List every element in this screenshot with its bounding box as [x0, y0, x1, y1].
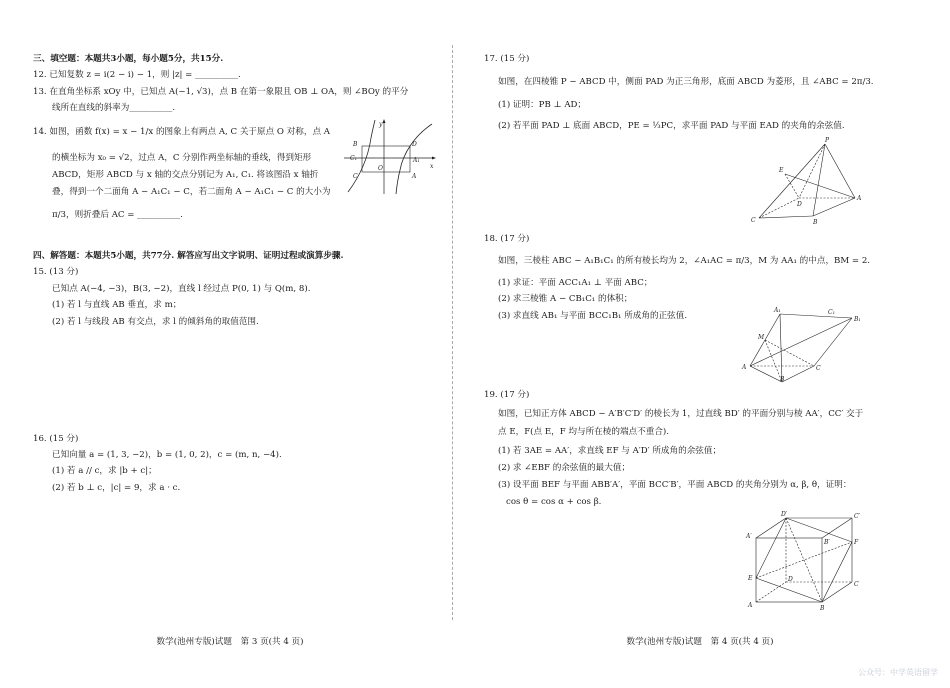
fig14-label-D: D: [412, 141, 417, 148]
q19-line2: 点 E，F(点 E，F 均与所在棱的端点不重合).: [498, 427, 670, 437]
fig19-label-A: A: [748, 602, 753, 609]
fig19-label-F: F: [854, 539, 859, 546]
fig18-label-A1: A₁: [774, 307, 781, 314]
q17-line3: (2) 若平面 PAD ⊥ 底面 ABCD，PE = ⅓PC，求平面 PAD 与平面 EAD 的夹角的余弦值.: [498, 121, 845, 131]
fig17-label-P: P: [825, 137, 830, 144]
fig19-label-D-prime: D′: [781, 511, 788, 518]
q15-line1: 已知点 A(−4, −3)，B(3, −2)，直线 l 经过点 P(0, 1) 与 Q(m, 8).: [52, 284, 311, 294]
fig19-label-C-prime: C′: [854, 513, 860, 520]
q17-line2: (1) 证明：PB ⊥ AD；: [498, 100, 587, 110]
q19-line5: (3) 设平面 BEF 与平面 ABB′A′，平面 BCC′B′，平面 ABCD 的夹角分别为 α, β, θ，证明：: [498, 480, 852, 490]
fig18-label-A: A: [742, 364, 747, 371]
fig14-label-x: x: [430, 163, 434, 170]
fig14-label-y: y: [379, 121, 383, 128]
q14-figure: [340, 118, 440, 196]
q19-line4: (2) 求 ∠EBF 的余弦值的最大值；: [498, 463, 631, 473]
fig18-label-B: B: [780, 376, 785, 383]
fig18-label-M: M: [758, 334, 765, 341]
q19-line1: 如图，已知正方体 ABCD − A′B′C′D′ 的棱长为 1，过直线 BD′ 的平面分别与棱 AA′，CC′ 交于: [498, 409, 864, 419]
fig19-label-B-prime: B′: [824, 539, 830, 546]
fig17-label-D: D: [797, 201, 802, 208]
q14-line4: 叠，得到一个二面角 A − A₁C₁ − C，若二面角 A − A₁C₁ − C 的大小为: [52, 187, 331, 197]
q14-line3: ABCD，矩形 ABCD 与 x 轴的交点分别记为 A₁, C₁. 将该图沿 x 轴折: [52, 170, 319, 180]
right-footer: 数学(池州专版)试题 第 4 页(共 4 页): [626, 637, 774, 647]
fig19-label-A-prime: A′: [746, 533, 752, 540]
q15-title: 15. (13 分): [33, 267, 79, 277]
fig18-label-C: C: [816, 365, 821, 372]
q17-line1: 如图，在四棱锥 P − ABCD 中，侧面 PAD 为正三角形，底面 ABCD 为菱形，且 ∠ABC = 2π/3.: [498, 77, 874, 87]
fig17-label-B: B: [813, 219, 818, 226]
fig17-label-A: A: [857, 195, 862, 202]
fig14-label-B: B: [353, 141, 358, 148]
q16-line1: 已知向量 a = (1, 3, −2)，b = (1, 0, 2)，c = (m, n, −4).: [52, 450, 282, 460]
fig18-label-B1: B₁: [854, 316, 861, 323]
q17-figure: [751, 137, 865, 226]
q18-title: 18. (17 分): [484, 234, 530, 244]
q18-line3: (2) 求三棱锥 A − CB₁C₁ 的体积；: [498, 294, 633, 304]
fig17-label-E: E: [779, 167, 784, 174]
fig14-label-C: C: [353, 173, 358, 180]
q19-figure: [748, 510, 868, 612]
fig14-label-O: O: [378, 165, 383, 172]
q13-line2: 线所在直线的斜率为__________.: [52, 103, 176, 113]
q19-line6: cos θ = cos α + cos β.: [506, 497, 602, 507]
fig17-label-C: C: [751, 217, 756, 224]
q14-line1: 14. 如图，函数 f(x) = x − 1/x 的图象上有两点 A, C 关于原点 O 对称，点 A: [33, 127, 331, 137]
q15-line3: (2) 若 l 与线段 AB 有交点，求 l 的倾斜角的取值范围.: [52, 317, 259, 327]
fig14-label-A: A: [412, 173, 417, 180]
fig19-label-D: D: [788, 576, 793, 583]
q19-line3: (1) 若 3AE = AA′，求直线 EF 与 A′D′ 所成角的余弦值；: [498, 446, 722, 456]
q18-line4: (3) 求直线 AB₁ 与平面 BCC₁B₁ 所成角的正弦值.: [498, 311, 688, 321]
fig19-label-E: E: [748, 575, 753, 582]
page-divider: [452, 45, 453, 620]
right-page: [470, 0, 950, 688]
q14-line5: π/3，则折叠后 AC = __________.: [52, 210, 183, 220]
fig19-label-C: C: [854, 581, 859, 588]
q14-line2: 的横坐标为 x₀ = √2，过点 A，C 分别作两坐标轴的垂线，得到矩形: [52, 153, 312, 163]
q16-line2: (1) 若 a // c，求 |b + c|；: [52, 466, 157, 476]
q17-title: 17. (15 分): [484, 54, 530, 64]
q16-title: 16. (15 分): [33, 434, 79, 444]
q18-line1: 如图，三棱柱 ABC − A₁B₁C₁ 的所有棱长均为 2，∠A₁AC = π/3，M 为 AA₁ 的中点，BM = 2.: [498, 256, 871, 266]
q19-title: 19. (17 分): [484, 390, 530, 400]
q18-figure: [740, 308, 870, 382]
fig18-label-C1: C₁: [828, 309, 835, 316]
q16-line3: (2) 若 b ⊥ c，|c| = 9，求 a · c.: [52, 483, 181, 493]
fig19-label-B: B: [820, 605, 825, 612]
left-footer: 数学(池州专版)试题 第 3 页(共 4 页): [156, 637, 304, 647]
watermark: 公众号：中学英语留学: [858, 668, 938, 677]
fig14-label-C1: C₁: [350, 155, 357, 162]
q13-line1: 13. 在直角坐标系 xOy 中，已知点 A(−1, √3)，点 B 在第一象限且 OB ⊥ OA，则 ∠BOy 的平分: [33, 87, 409, 97]
q12: 12. 已知复数 z = i(2 − i) − 1，则 |z| = __________.: [33, 70, 241, 80]
q15-line2: (1) 若 l 与直线 AB 垂直，求 m；: [52, 300, 182, 310]
fig14-label-A1: A₁: [413, 157, 420, 164]
section3-heading: 三、填空题：本题共3小题，每小题5分，共15分.: [33, 54, 224, 64]
left-page: [0, 0, 460, 688]
section4-heading: 四、解答题：本题共5小题，共77分. 解答应写出文字说明、证明过程或演算步骤.: [33, 251, 344, 261]
q18-line2: (1) 求证：平面 ACC₁A₁ ⊥ 平面 ABC；: [498, 278, 653, 288]
